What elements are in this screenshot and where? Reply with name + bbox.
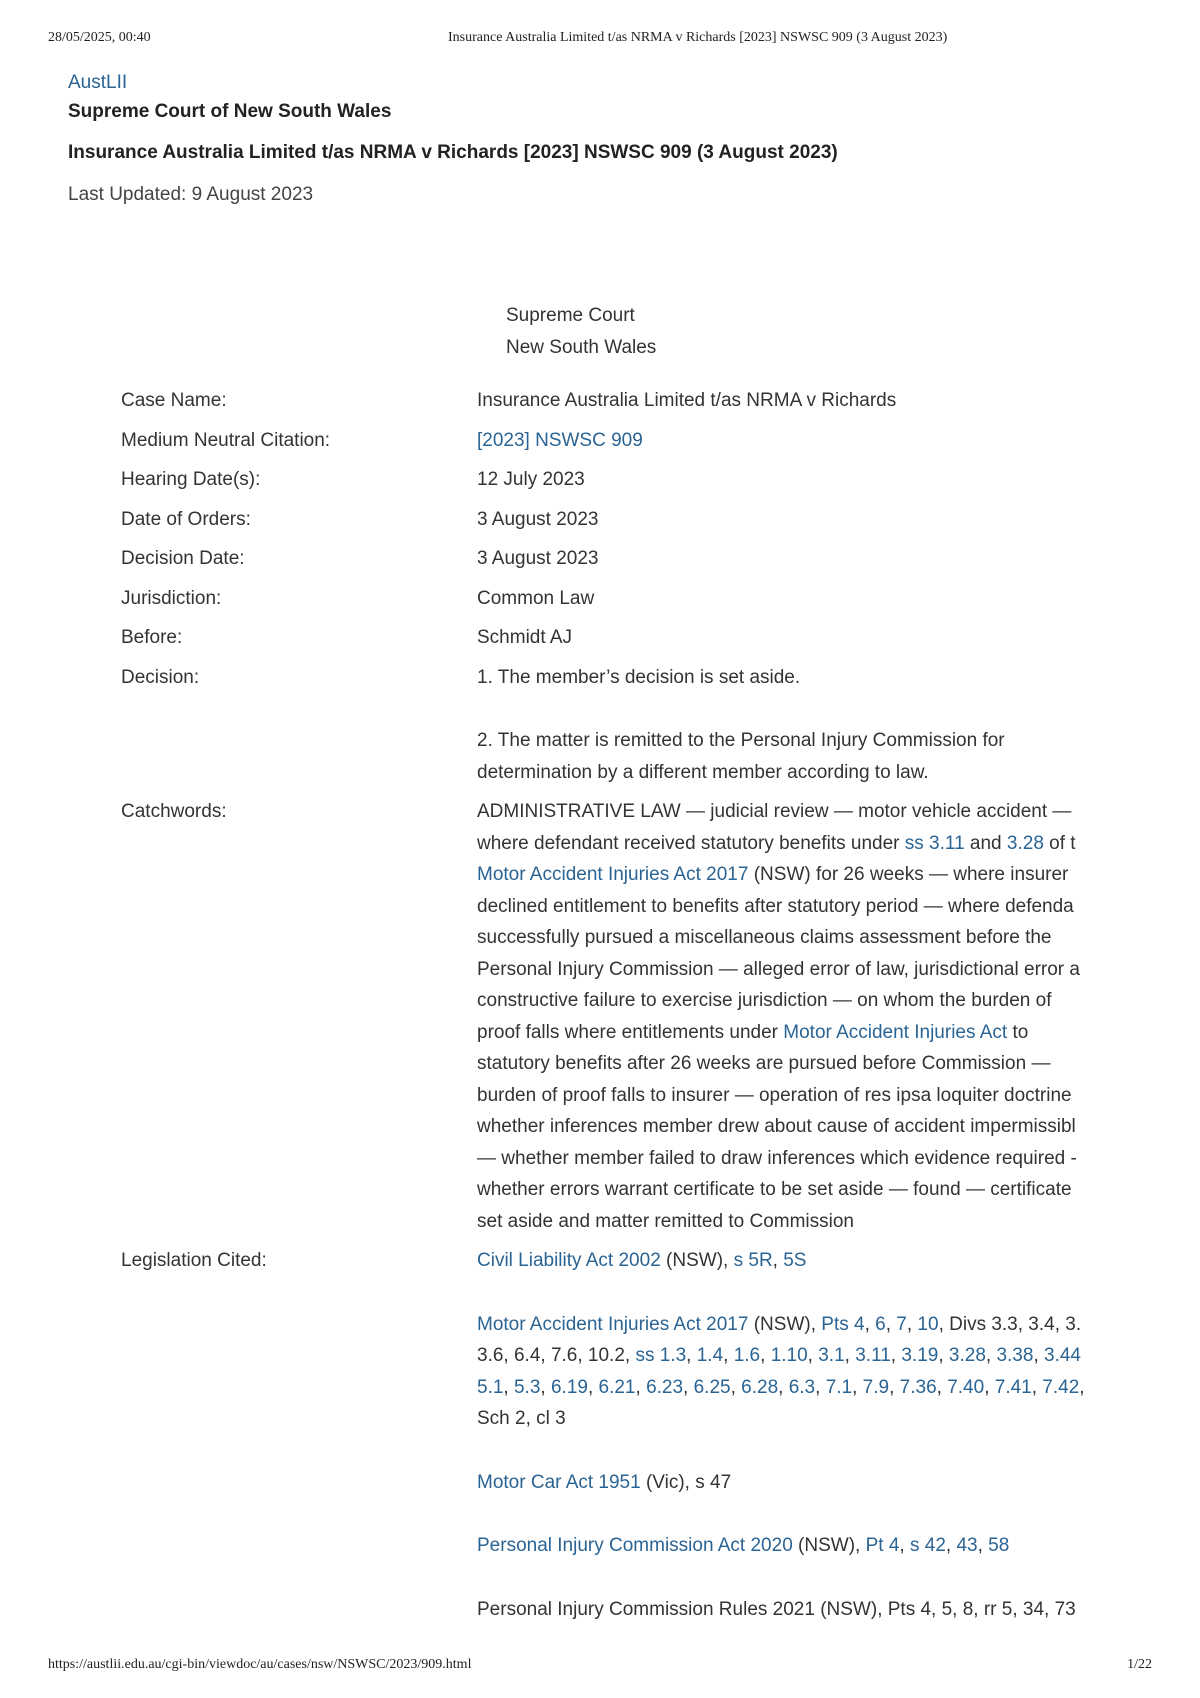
act-link[interactable]: Motor Accident Injuries Act 2017 (477, 1313, 749, 1335)
part-link[interactable]: 6 (875, 1313, 886, 1335)
catchwords-line (477, 1017, 1141, 1049)
meta-label: Hearing Date(s): (121, 469, 261, 490)
print-datetime: 28/05/2025, 00:40 (48, 30, 151, 45)
legislation-fragment: (NSW), (660, 1250, 734, 1271)
catchwords-fragment: of t (1043, 832, 1076, 854)
print-footer (48, 1657, 1152, 1677)
meta-label: Decision Date: (121, 548, 245, 569)
part-link[interactable]: Pt 4 (865, 1535, 900, 1556)
act-link[interactable]: Motor Car Act 1951 (477, 1471, 641, 1493)
catchwords-fragment: to (1007, 1021, 1029, 1043)
section-link[interactable]: 6.3 (788, 1376, 816, 1398)
last-updated: Last Updated: 9 August 2023 (68, 184, 314, 205)
section-link[interactable]: ss 1.3 (635, 1345, 687, 1366)
court-heading: Supreme Court of New South Wales (68, 101, 392, 122)
section-link[interactable]: 3.38 (996, 1345, 1034, 1366)
catchwords-text (477, 796, 1141, 1237)
catchwords-line: constructive failure to exercise jurisdiction — on whom the burden of (477, 990, 1052, 1011)
part-link[interactable]: 7 (896, 1313, 907, 1335)
meta-row-catchwords (121, 796, 1141, 1237)
meta-label: Legislation Cited: (121, 1250, 267, 1271)
section-link[interactable]: 58 (988, 1535, 1010, 1556)
catchwords-line: — whether member failed to draw inferences which evidence required - (477, 1147, 1077, 1169)
legislation-fragment: , Divs 3.3, 3.4, 3. (938, 1313, 1082, 1335)
legislation-line: Motor Accident Injuries Act 2017 (NSW), Pts 4, 6, 7, 10, Divs 3.3, 3.4, 3. (477, 1313, 1082, 1335)
part-link[interactable]: Pts 4 (821, 1313, 865, 1335)
section-link[interactable]: s 42 (909, 1535, 946, 1556)
section-link[interactable]: 43 (956, 1535, 978, 1556)
act-link[interactable]: Motor Accident Injuries Act (783, 1021, 1008, 1043)
legislation-fragment: 3.6, 6.4, 7.6, 10.2, (477, 1345, 636, 1366)
decision-text (477, 662, 1141, 789)
catchwords-line: successfully pursued a miscellaneous claims assessment before the (477, 927, 1052, 948)
section-link[interactable]: 3.19 (901, 1345, 939, 1366)
catchwords-fragment: proof falls where entitlements under (477, 1021, 784, 1043)
section-link[interactable]: 3.1 (818, 1345, 845, 1366)
legislation-line: 3.6, 6.4, 7.6, 10.2, ss 1.3, 1.4, 1.6, 1.10, 3.1, 3.11, 3.19, 3.28, 3.38, 3.44 (477, 1345, 1081, 1366)
meta-label: Decision: (121, 666, 200, 688)
catchwords-line: ADMINISTRATIVE LAW — judicial review — motor vehicle accident — (477, 801, 1072, 822)
catchwords-line: statutory benefits after 26 weeks are pursued before Commission — (477, 1053, 1051, 1074)
meta-value: Schmidt AJ (477, 627, 573, 648)
section-link[interactable]: 5.1 (477, 1376, 504, 1398)
meta-value: 12 July 2023 (477, 469, 585, 490)
meta-row-before (121, 622, 1141, 654)
section-link[interactable]: 7.41 (994, 1376, 1032, 1398)
austlii-home-link[interactable]: AustLII (68, 72, 128, 93)
meta-row-decision-date (121, 543, 1141, 575)
section-link[interactable]: 1.6 (733, 1345, 761, 1366)
legislation-text (477, 1245, 1141, 1625)
section-link[interactable]: 3.44 (1044, 1345, 1081, 1366)
legislation-fragment: (Vic), s 47 (640, 1471, 732, 1493)
section-link[interactable]: 6.25 (693, 1376, 731, 1398)
legislation-line (477, 1467, 1141, 1499)
act-link[interactable]: Civil Liability Act 2002 (477, 1250, 661, 1271)
section-link[interactable]: 1.4 (696, 1345, 724, 1366)
section-link[interactable]: 6.28 (741, 1376, 779, 1398)
catchwords-line: set aside and matter remitted to Commission (477, 1210, 854, 1232)
meta-label: Medium Neutral Citation: (121, 429, 331, 451)
meta-label: Date of Orders: (121, 508, 251, 530)
act-link[interactable]: Motor Accident Injuries Act 2017 (477, 864, 749, 885)
act-link[interactable]: Personal Injury Commission Act 2020 (477, 1535, 793, 1556)
meta-row-orders (121, 504, 1141, 536)
section-link[interactable]: 7.9 (862, 1376, 890, 1398)
catchwords-line: whether inferences member drew about cause of accident impermissibl (477, 1116, 1076, 1137)
meta-row-decision (121, 662, 1141, 789)
meta-label: Before: (121, 627, 183, 648)
catchwords-line: Personal Injury Commission — alleged error of law, jurisdictional error a (477, 958, 1080, 980)
section-link[interactable]: 6.19 (550, 1376, 588, 1398)
legislation-line: Personal Injury Commission Rules 2021 (NSW), Pts 4, 5, 8, rr 5, 34, 73 (477, 1598, 1076, 1620)
meta-value: Common Law (477, 587, 595, 609)
section-link[interactable]: 7.1 (825, 1376, 853, 1398)
meta-row-legislation (121, 1245, 1141, 1625)
legislation-fragment: , (772, 1250, 784, 1271)
section-link[interactable]: 7.40 (947, 1376, 985, 1398)
court-block-line: New South Wales (506, 337, 657, 358)
catchwords-line: declined entitlement to benefits after statutory period — where defenda (477, 895, 1074, 917)
catchwords-fragment: and (964, 832, 1007, 854)
court-block (506, 300, 656, 364)
print-url: https://austlii.edu.au/cgi-bin/viewdoc/au/cases/nsw/NSWSC/2023/909.html (48, 1657, 472, 1672)
meta-row-case-name (121, 385, 1141, 417)
section-link[interactable]: ss 3.11 (904, 832, 965, 854)
meta-label: Catchwords: (121, 801, 227, 822)
section-link[interactable]: 3.28 (1006, 832, 1044, 854)
catchwords-fragment: (NSW) for 26 weeks — where insurer (748, 864, 1069, 885)
decision-line: 1. The member’s decision is set aside. (477, 666, 801, 688)
section-link[interactable]: 7.36 (899, 1376, 937, 1398)
section-link[interactable]: 6.23 (646, 1376, 684, 1398)
legislation-fragment: (NSW), (748, 1313, 822, 1335)
meta-row-jurisdiction (121, 583, 1141, 615)
catchwords-line: whether errors warrant certificate to be set aside — found — certificate (477, 1179, 1072, 1200)
meta-value: 3 August 2023 (477, 548, 599, 569)
section-link[interactable]: 5.3 (513, 1376, 541, 1398)
meta-row-hearing (121, 464, 1141, 496)
meta-label: Jurisdiction: (121, 587, 222, 609)
page-number: 1/22 (1127, 1657, 1152, 1672)
section-link[interactable]: 3.11 (855, 1345, 891, 1366)
legislation-line: Personal Injury Commission Act 2020 (NSW), Pt 4, s 42, 43, 58 (477, 1535, 1010, 1556)
case-metadata (121, 385, 1141, 1625)
section-link[interactable]: 3.28 (948, 1345, 986, 1366)
decision-line: determination by a different member according to law. (477, 761, 929, 783)
print-header (48, 30, 1152, 50)
decision-line: 2. The matter is remitted to the Personal Injury Commission for (477, 730, 1005, 751)
catchwords-line (477, 859, 1141, 891)
section-link[interactable]: 5S (783, 1250, 807, 1271)
legislation-line: 5.1, 5.3, 6.19, 6.21, 6.23, 6.25, 6.28, 6.3, 7.1, 7.9, 7.36, 7.40, 7.41, 7.42, (477, 1376, 1085, 1398)
section-link[interactable]: 6.21 (598, 1376, 636, 1398)
meta-value: Insurance Australia Limited t/as NRMA v Richards (477, 390, 897, 411)
section-link[interactable]: 7.42 (1042, 1376, 1080, 1398)
catchwords-fragment: where defendant received statutory benefits under (477, 832, 905, 854)
catchwords-line (477, 828, 1141, 860)
section-link[interactable]: 1.10 (770, 1345, 808, 1366)
print-title: Insurance Australia Limited t/as NRMA v Richards [2023] NSWSC 909 (3 August 2023) (448, 30, 948, 45)
meta-row-citation (121, 425, 1141, 457)
case-title: Insurance Australia Limited t/as NRMA v Richards [2023] NSWSC 909 (3 August 2023) (68, 142, 838, 163)
court-block-line: Supreme Court (506, 305, 635, 326)
meta-value: 3 August 2023 (477, 508, 599, 530)
legislation-fragment: (NSW), (792, 1535, 866, 1556)
catchwords-line: burden of proof falls to insurer — operation of res ipsa loquiter doctrine (477, 1084, 1072, 1106)
legislation-line (477, 1245, 1141, 1277)
section-link[interactable]: s 5R (733, 1250, 773, 1271)
citation-link[interactable]: [2023] NSWSC 909 (477, 429, 643, 451)
legislation-line: Sch 2, cl 3 (477, 1408, 566, 1429)
meta-label: Case Name: (121, 390, 227, 411)
part-link[interactable]: 10 (917, 1313, 939, 1335)
